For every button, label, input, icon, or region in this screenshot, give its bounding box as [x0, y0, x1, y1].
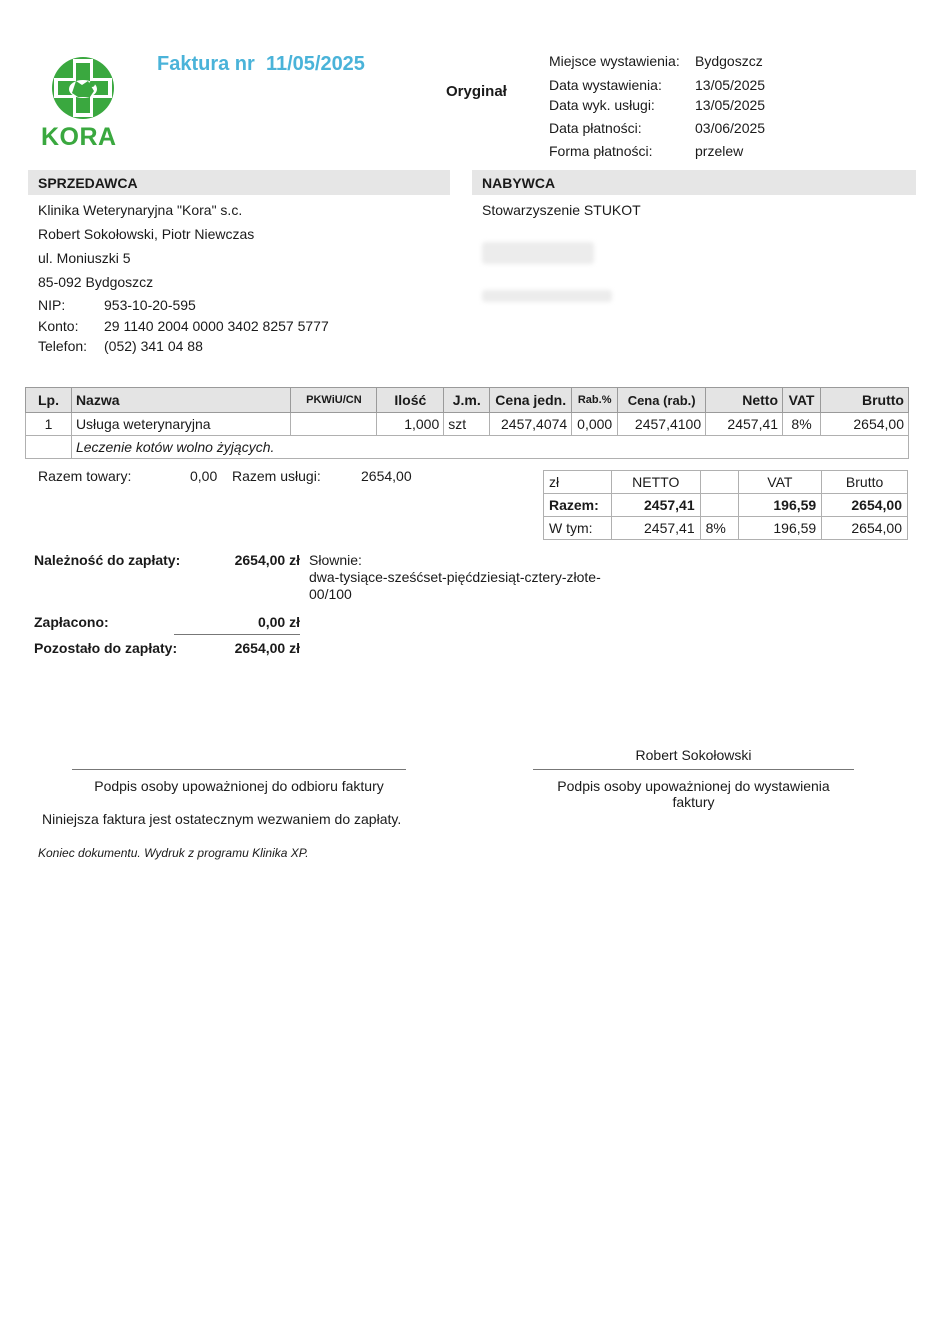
- summary-razem-rate: [700, 494, 738, 517]
- logo-text: KORA: [41, 123, 117, 151]
- summary-razem-netto: 2457,41: [611, 494, 700, 517]
- in-words-line-2: 00/100: [309, 586, 352, 602]
- meta-value-service-date: 13/05/2025: [695, 97, 766, 113]
- items-header-row: [26, 388, 909, 413]
- paid-underline: [174, 634, 300, 635]
- summary-wtym-row: [544, 517, 908, 540]
- summary-razem-brutto: 2654,00: [822, 494, 908, 517]
- seller-nip-label: NIP:: [38, 297, 66, 313]
- issuer-signature-caption-2: faktury: [672, 794, 715, 810]
- remaining-label: Pozostało do zapłaty:: [34, 640, 178, 656]
- col-pkwiu: PKWiU/CN: [291, 388, 377, 413]
- seller-nip: 953-10-20-595: [104, 297, 196, 313]
- meta-label-issue-date: Data wystawienia:: [549, 77, 662, 93]
- seller-header-bar: [28, 170, 450, 195]
- summary-header-row: [544, 471, 908, 494]
- redacted-address: [482, 290, 612, 302]
- items-table: [25, 387, 909, 459]
- meta-value-payment-date: 03/06/2025: [695, 120, 766, 136]
- in-words-label: Słownie:: [309, 552, 362, 568]
- summary-razem-vat: 196,59: [738, 494, 822, 517]
- cell-cena-rab: 2457,4100: [618, 413, 706, 436]
- col-jm: J.m.: [444, 388, 490, 413]
- document-footer: Koniec dokumentu. Wydruk z programu Klinika XP.: [38, 846, 309, 860]
- item-description: Leczenie kotów wolno żyjących.: [71, 436, 908, 459]
- paid-value: 0,00 zł: [257, 614, 300, 630]
- col-cena: Cena jedn.: [490, 388, 572, 413]
- col-cena-rab: Cena (rab.): [618, 388, 706, 413]
- table-row-description: [26, 436, 909, 459]
- company-logo: [38, 55, 128, 155]
- paid-label: Zapłacono:: [34, 614, 109, 630]
- cell-cena: 2457,4074: [490, 413, 572, 436]
- issuer-name: Robert Sokołowski: [635, 747, 752, 763]
- col-nazwa: Nazwa: [71, 388, 291, 413]
- summary-wtym-rate: 8%: [700, 517, 738, 540]
- razem-towary-label: Razem towary:: [38, 468, 132, 484]
- cell-rabat: 0,000: [572, 413, 618, 436]
- cell-ilosc: 1,000: [377, 413, 444, 436]
- buyer-header: NABYWCA: [482, 175, 556, 191]
- seller-telefon-label: Telefon:: [38, 338, 88, 354]
- cell-brutto: 2654,00: [821, 413, 909, 436]
- summary-col-currency: zł: [544, 471, 612, 494]
- razem-uslugi-value: 2654,00: [361, 468, 412, 484]
- vat-summary-table: [543, 470, 908, 540]
- seller-header: SPRZEDAWCA: [38, 175, 138, 191]
- cell-nazwa: Usługa weterynaryjna: [71, 413, 291, 436]
- col-ilosc: Ilość: [377, 388, 444, 413]
- summary-col-rate: [700, 471, 738, 494]
- summary-wtym-brutto: 2654,00: [822, 517, 908, 540]
- col-brutto: Brutto: [821, 388, 909, 413]
- seller-line: Robert Sokołowski, Piotr Niewczas: [38, 226, 255, 242]
- redacted-address: [482, 242, 594, 264]
- col-lp: Lp.: [26, 388, 72, 413]
- summary-razem-label: Razem:: [544, 494, 612, 517]
- summary-wtym-vat: 196,59: [738, 517, 822, 540]
- cell-lp: 1: [26, 413, 72, 436]
- table-row: [26, 413, 909, 436]
- col-rabat: Rab.%: [572, 388, 618, 413]
- razem-uslugi-label: Razem usługi:: [232, 468, 321, 484]
- razem-towary-value: 0,00: [190, 468, 218, 484]
- col-netto: Netto: [706, 388, 783, 413]
- meta-value-issue-date: 13/05/2025: [695, 77, 766, 93]
- summary-razem-row: [544, 494, 908, 517]
- invoice-title: [157, 53, 365, 76]
- buyer-header-bar: [472, 170, 916, 195]
- amount-due-label: Należność do zapłaty:: [34, 552, 181, 568]
- summary-wtym-label: W tym:: [544, 517, 612, 540]
- invoice-title-prefix: Faktura nr: [157, 53, 255, 75]
- final-notice: Niniejsza faktura jest ostatecznym wezwaniem do zapłaty.: [42, 811, 402, 827]
- seller-line: 85-092 Bydgoszcz: [38, 274, 154, 290]
- seller-konto-label: Konto:: [38, 318, 79, 334]
- seller-line: Klinika Weterynaryjna "Kora" s.c.: [38, 202, 243, 218]
- meta-label-service-date: Data wyk. usługi:: [549, 97, 655, 113]
- in-words-line-1: dwa-tysiące-sześćset-pięćdziesiąt-cztery-złote-: [309, 569, 601, 585]
- buyer-name: Stowarzyszenie STUKOT: [482, 202, 641, 218]
- seller-telefon: (052) 341 04 88: [104, 338, 203, 354]
- issuer-signature-caption: Podpis osoby upoważnionej do wystawienia: [557, 778, 830, 794]
- vet-cross-icon: [38, 55, 128, 125]
- meta-value-payment-form: przelew: [695, 143, 744, 159]
- cell-jm: szt: [444, 413, 490, 436]
- cell-vat: 8%: [783, 413, 821, 436]
- seller-konto: 29 1140 2004 0000 3402 8257 5777: [104, 318, 329, 334]
- cell-netto: 2457,41: [706, 413, 783, 436]
- summary-col-brutto: Brutto: [822, 471, 908, 494]
- amount-due-value: 2654,00 zł: [234, 552, 300, 568]
- invoice-number: 11/05/2025: [265, 53, 365, 75]
- seller-line: ul. Moniuszki 5: [38, 250, 131, 266]
- meta-label-payment-form: Forma płatności:: [549, 143, 653, 159]
- receiver-signature-line: [72, 769, 406, 770]
- summary-col-netto: NETTO: [611, 471, 700, 494]
- meta-label-payment-date: Data płatności:: [549, 120, 642, 136]
- remaining-value: 2654,00 zł: [234, 640, 300, 656]
- summary-wtym-netto: 2457,41: [611, 517, 700, 540]
- summary-col-vat: VAT: [738, 471, 822, 494]
- copy-type: Oryginał: [446, 83, 507, 100]
- cell-pkwiu: [291, 413, 377, 436]
- col-vat: VAT: [783, 388, 821, 413]
- meta-label-place: Miejsce wystawienia:: [549, 53, 680, 69]
- issuer-signature-line: [533, 769, 854, 770]
- meta-value-place: Bydgoszcz: [695, 53, 763, 69]
- receiver-signature-caption: Podpis osoby upoważnionej do odbioru faktury: [94, 778, 384, 794]
